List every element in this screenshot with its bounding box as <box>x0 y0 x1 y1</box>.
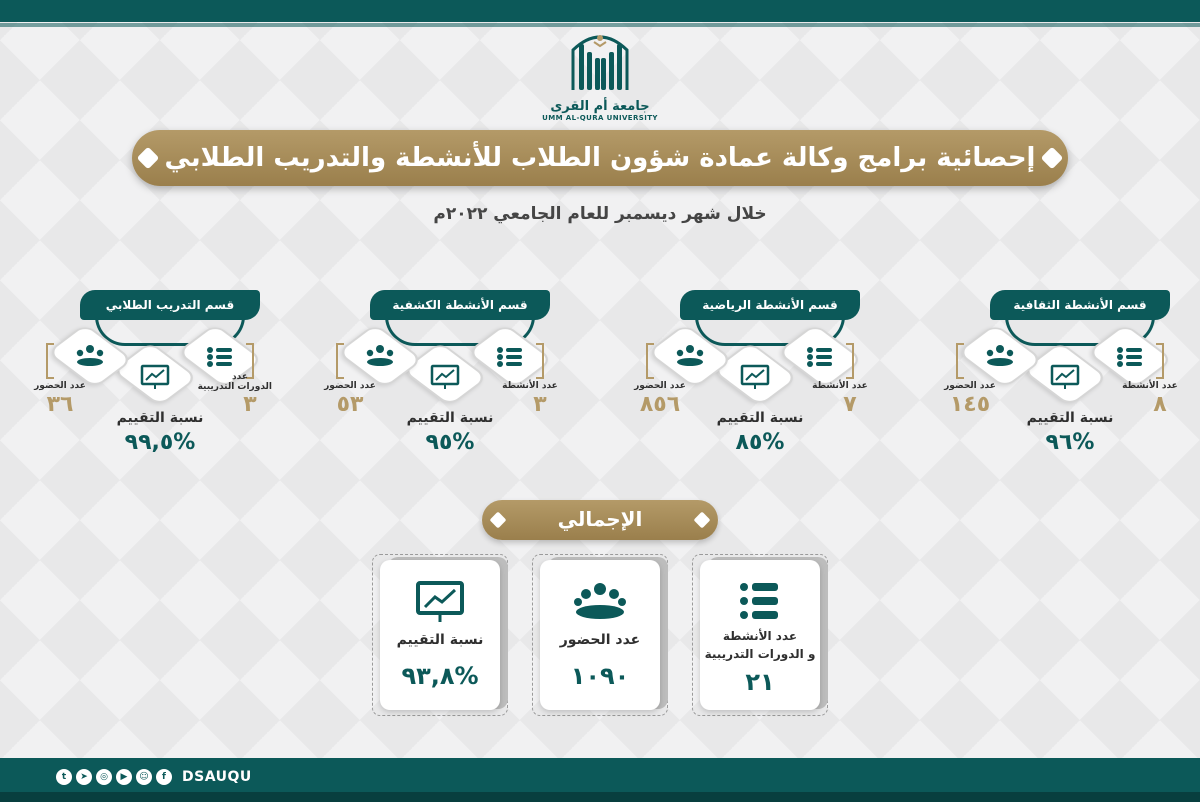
top-banner-bar <box>0 0 1200 22</box>
chart-board-icon <box>139 364 171 390</box>
activities-label-line1: عدد <box>232 372 248 382</box>
snapchat-icon[interactable]: ☺ <box>136 769 152 785</box>
activities-label: عدد الأنشطة <box>502 381 558 391</box>
department-name: قسم الأنشطة الكشفية <box>370 290 550 320</box>
evaluation-value: %٩٥ <box>425 430 475 455</box>
department-name: قسم الأنشطة الرياضية <box>680 290 860 320</box>
facebook-icon[interactable]: f <box>156 769 172 785</box>
attendance-value: ٨٥٦ <box>639 392 681 417</box>
attendance-label: عدد الحضور <box>324 381 376 391</box>
card-body <box>380 560 500 710</box>
attendance-value: ١٤٥ <box>949 392 991 417</box>
checklist-icon <box>730 580 790 624</box>
logo-arabic-name: جامعة أم القرى <box>550 99 650 114</box>
chart-board-icon <box>1049 364 1081 390</box>
meeting-group-icon <box>674 344 706 370</box>
meeting-group-icon <box>74 344 106 370</box>
chart-board-icon <box>410 580 470 624</box>
footer-bar <box>0 758 1200 802</box>
totals-heading-banner <box>482 500 718 540</box>
page-subtitle: خلال شهر ديسمبر للعام الجامعي ٢٠٢٢م <box>433 204 767 224</box>
total-attendance-value: ١٠٩٠ <box>570 662 630 690</box>
totals-heading: الإجمالي <box>557 507 643 531</box>
meeting-group-icon <box>570 580 630 624</box>
meeting-group-icon <box>364 344 396 370</box>
social-handle[interactable]: DSAUQU <box>182 769 252 785</box>
evaluation-value: %٨٥ <box>735 430 785 455</box>
total-activities-value: ٢١ <box>745 668 775 696</box>
main-title-banner <box>132 130 1068 186</box>
activities-value: ٣ <box>533 392 547 417</box>
checklist-icon <box>494 344 526 370</box>
gold-bracket <box>46 343 54 379</box>
total-evaluation-card <box>380 560 500 710</box>
university-logo <box>535 30 665 122</box>
evaluation-label: نسبة التقييم <box>116 410 204 426</box>
page-title: إحصائية برامج وكالة عمادة شؤون الطلاب للأنشطة والتدريب الطلابي <box>164 143 1036 173</box>
evaluation-label: نسبة التقييم <box>406 410 494 426</box>
checklist-icon <box>204 344 236 370</box>
department-name: قسم الأنشطة الثقافية <box>990 290 1170 320</box>
evaluation-label: نسبة التقييم <box>716 410 804 426</box>
activities-label: عدد الأنشطة <box>812 381 868 391</box>
logo-english-name: UMM AL-QURA UNIVERSITY <box>542 114 658 122</box>
attendance-value: ٥٣ <box>336 392 364 417</box>
meeting-group-icon <box>984 344 1016 370</box>
checklist-icon <box>1114 344 1146 370</box>
total-attendance-card <box>540 560 660 710</box>
evaluation-value: %٩٩,٥ <box>124 430 196 455</box>
gold-bracket <box>956 343 964 379</box>
instagram-icon[interactable]: ◎ <box>96 769 112 785</box>
activities-value: ٣ <box>243 392 257 417</box>
card-body <box>540 560 660 710</box>
total-activities-card <box>700 560 820 710</box>
department-card-cultural <box>940 288 1180 464</box>
total-evaluation-value: %٩٣,٨ <box>401 662 479 690</box>
gold-bracket <box>1156 343 1164 379</box>
evaluation-label: نسبة التقييم <box>1026 410 1114 426</box>
logo-emblem-icon <box>535 30 665 96</box>
social-links <box>56 767 252 787</box>
department-card-scouting <box>320 288 560 464</box>
gold-bracket <box>336 343 344 379</box>
youtube-icon[interactable]: ▶ <box>116 769 132 785</box>
gold-bracket <box>536 343 544 379</box>
total-attendance-label: عدد الحضور <box>559 632 641 648</box>
activities-value: ٧ <box>843 392 857 417</box>
card-body <box>700 560 820 710</box>
twitter-icon[interactable]: t <box>56 769 72 785</box>
attendance-value: ٣٦ <box>46 392 74 417</box>
total-activities-label-line1: عدد الأنشطة <box>722 629 798 643</box>
attendance-label: عدد الحضور <box>634 381 686 391</box>
chart-board-icon <box>739 364 771 390</box>
attendance-label: عدد الحضور <box>944 381 996 391</box>
checklist-icon <box>804 344 836 370</box>
activities-label-line2: الدورات التدريبية <box>197 382 272 392</box>
gold-bracket <box>646 343 654 379</box>
gold-bracket <box>846 343 854 379</box>
attendance-label: عدد الحضور <box>34 381 86 391</box>
department-card-sports <box>630 288 870 464</box>
telegram-icon[interactable]: ➤ <box>76 769 92 785</box>
chart-board-icon <box>429 364 461 390</box>
total-activities-label-line2: و الدورات التدريبية <box>704 647 816 661</box>
evaluation-value: %٩٦ <box>1045 430 1095 455</box>
department-card-training <box>30 288 270 464</box>
activities-value: ٨ <box>1153 392 1167 417</box>
total-evaluation-label: نسبة التقييم <box>396 632 484 648</box>
activities-label: عدد الأنشطة <box>1122 381 1178 391</box>
department-name: قسم التدريب الطلابي <box>80 290 260 320</box>
